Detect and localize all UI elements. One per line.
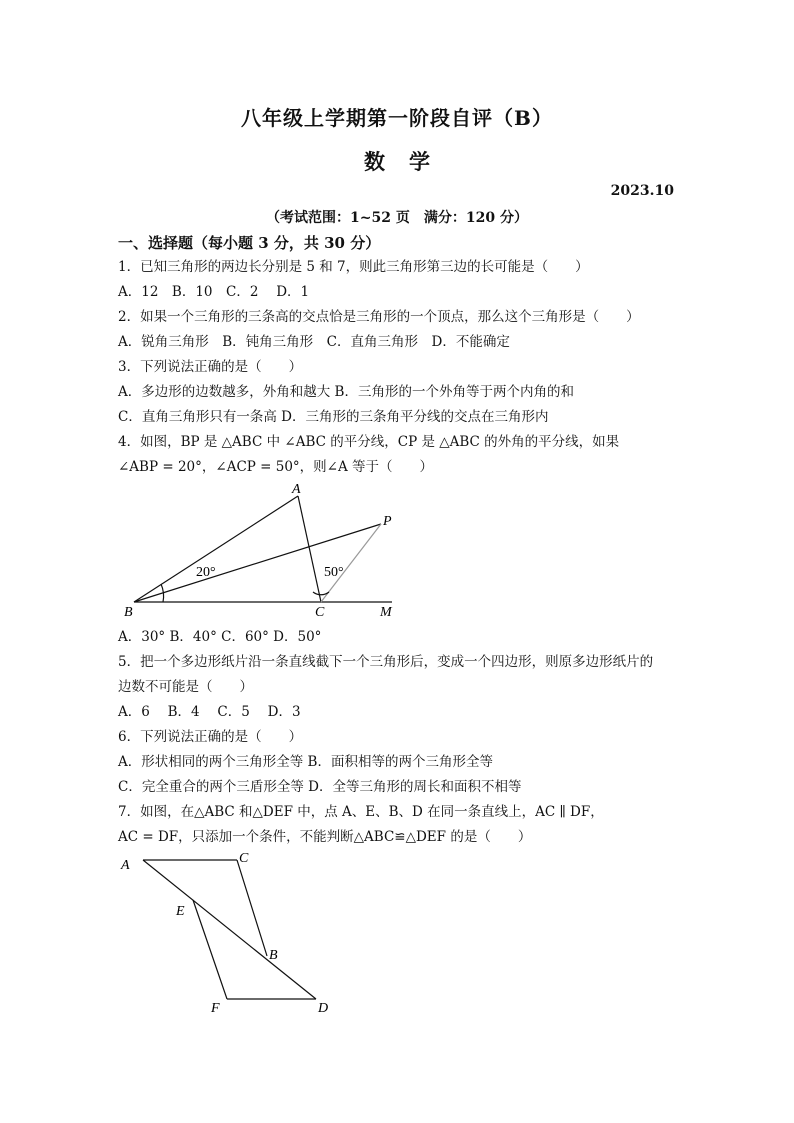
label-p: P <box>383 514 392 529</box>
label-a: A <box>121 858 130 873</box>
q6-stem: 6．下列说法正确的是（ ） <box>118 729 303 745</box>
label-angle-50: 50° <box>324 565 344 580</box>
label-m: M <box>380 605 392 620</box>
q6-options-cd: C．完全重合的两个三盾形全等 D．全等三角形的周长和面积不相等 <box>118 779 522 795</box>
q4-stem-line1: 4．如图，BP 是 △ABC 中 ∠ABC 的平分线，CP 是 △ABC 的外角的平分线，如果 <box>118 434 620 450</box>
q1-options: A．12 B．10 C．2 D．1 <box>118 284 310 300</box>
label-b: B <box>269 948 278 963</box>
q4-figure <box>118 480 408 620</box>
q2-options: A．锐角三角形 B．钝角三角形 C．直角三角形 D．不能确定 <box>118 334 510 350</box>
q3-stem: 3．下列说法正确的是（ ） <box>118 359 303 375</box>
line-cp <box>321 524 381 602</box>
label-a: A <box>292 482 301 497</box>
q2-stem: 2．如果一个三角形的三条高的交点恰是三角形的一个顶点，那么这个三角形是（ ） <box>118 309 640 325</box>
q3-options-cd: C．直角三角形只有一条高 D．三角形的三条角平分线的交点在三角形内 <box>118 409 549 425</box>
subject-title: 数学 <box>364 149 454 174</box>
q7-stem-line1: 7．如图，在△ABC 和△DEF 中，点 A、E、B、D 在同一条直线上，AC ∥ DF， <box>118 804 604 820</box>
q5-options: A．6 B．4 C．5 D．3 <box>118 704 301 720</box>
label-e: E <box>176 904 185 919</box>
q6-options-ab: A．形状相同的两个三角形全等 B．面积相等的两个三角形全等 <box>118 754 493 770</box>
line-ba <box>134 496 298 602</box>
label-c: C <box>239 851 249 866</box>
q4-options: A．30° B．40° C．60° D．50° <box>118 629 322 645</box>
segment-ef <box>193 900 227 999</box>
q4-stem-line2: ∠ABP = 20°，∠ACP = 50°，则∠A 等于（ ） <box>118 459 434 475</box>
q5-stem-line2: 边数不可能是（ ） <box>118 679 253 695</box>
section-heading: 一、选择题（每小题 3 分，共 30 分） <box>118 234 381 252</box>
exam-date: 2023.10 <box>610 183 674 199</box>
label-b: B <box>124 605 133 620</box>
line-bp <box>134 524 381 602</box>
q7-stem-line2: AC = DF，只添加一个条件，不能判断△ABC≌△DEF 的是（ ） <box>118 829 532 845</box>
q1-stem: 1．已知三角形的两边长分别是 5 和 7，则此三角形第三边的长可能是（ ） <box>118 259 589 275</box>
page-title: 八年级上学期第一阶段自评（B） <box>241 106 553 130</box>
segment-cb <box>237 860 267 956</box>
q3-options-ab: A．多边形的边数越多，外角和越大 B．三角形的一个外角等于两个内角的和 <box>118 384 574 400</box>
exam-scope: （考试范围：1~52 页 满分：120 分） <box>266 210 528 226</box>
label-d: D <box>318 1001 329 1016</box>
label-c: C <box>315 605 325 620</box>
label-angle-20: 20° <box>196 565 216 580</box>
q5-stem-line1: 5．把一个多边形纸片沿一条直线截下一个三角形后，变成一个四边形，则原多边形纸片的 <box>118 654 654 670</box>
segment-ad <box>143 860 316 999</box>
label-f: F <box>211 1001 220 1016</box>
q7-figure <box>115 848 345 1020</box>
